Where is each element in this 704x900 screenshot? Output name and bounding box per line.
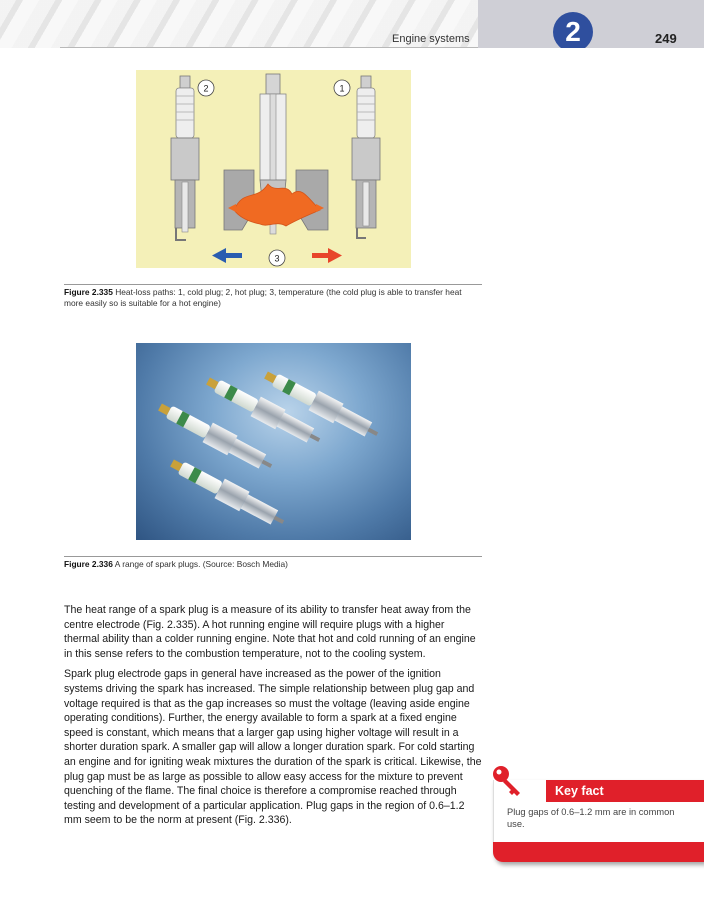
figure-spark-plugs-photo <box>136 343 411 540</box>
cold-arrow-icon <box>212 248 242 263</box>
key-fact-text: Plug gaps of 0.6–1.2 mm are in common use. <box>507 807 675 829</box>
chapter-badge: 2 <box>553 12 593 48</box>
figure-heat-loss-paths <box>136 70 411 268</box>
key-fact-box <box>493 775 704 867</box>
cold-plug-illustration <box>352 76 380 238</box>
page-header <box>0 0 704 48</box>
section-title: Engine systems <box>392 33 470 45</box>
center-plug-section <box>224 74 328 234</box>
label-hot-plug: 2 <box>203 83 209 94</box>
hot-plug-illustration <box>171 76 199 240</box>
figure2-caption <box>64 559 482 570</box>
header-rule <box>60 47 478 48</box>
heat-loss-diagram <box>136 70 411 268</box>
figure2-caption-label: Figure 2.336 <box>64 559 113 569</box>
spark-plugs-photo-illustration <box>136 343 411 540</box>
figure1-caption-rule <box>64 284 482 285</box>
hot-arrow-icon <box>312 248 342 263</box>
figure2-caption-rule <box>64 556 482 557</box>
body-text <box>64 603 482 834</box>
page-number: 249 <box>655 31 677 46</box>
figure1-caption <box>64 287 482 309</box>
spark-plug-2 <box>261 365 383 444</box>
paragraph-heat-range: The heat range of a spark plug is a measure of its ability to transfer heat away from the centre electrode (Fig. 2.335). A hot running engine will require plugs with a higher thermal ability than a colder running engine. Note that hot and cold running of an engine in this sense refers to the combustion temperature, not to the cooling system. <box>64 604 476 660</box>
paragraph-electrode-gaps: Spark plug electrode gaps in general have increased as the power of the ignition systems driving the spark has increased. The simple relationship between plug gap and voltage required is that as the gap increases so must the voltage (leaving aside engine operating conditions). Further, the energy available to form a spark at a fixed engine speed is constant, which means that a larger gap using higher voltage will result in a shorter duration spark. A smaller gap will allow a longer duration spark. For cold starting an engine and for igniting weak mixtures the duration of the spark is critical. Likewise, the plug gap must be as large as possible to allow easy access for the mixture to prevent quenching of the flame. The final choice is therefore a compromise reached through testing and development of a particular application. Plug gaps in the region of 0.6–1.2 mm seem to be the norm at present (Fig. 2.336). <box>64 668 482 827</box>
label-temperature: 3 <box>274 253 280 264</box>
key-fact-title: Key fact <box>555 784 604 798</box>
figure1-caption-label: Figure 2.335 <box>64 287 113 297</box>
label-cold-plug: 1 <box>339 83 345 94</box>
figure1-caption-text: Heat-loss paths: 1, cold plug; 2, hot plug; 3, temperature (the cold plug is able to transfer heat more easily so is suitable for a hot engine) <box>64 287 462 308</box>
key-fact-footer-bar <box>493 842 704 862</box>
figure2-caption-text: A range of spark plugs. (Source: Bosch Media) <box>114 559 288 569</box>
key-icon <box>490 763 526 799</box>
